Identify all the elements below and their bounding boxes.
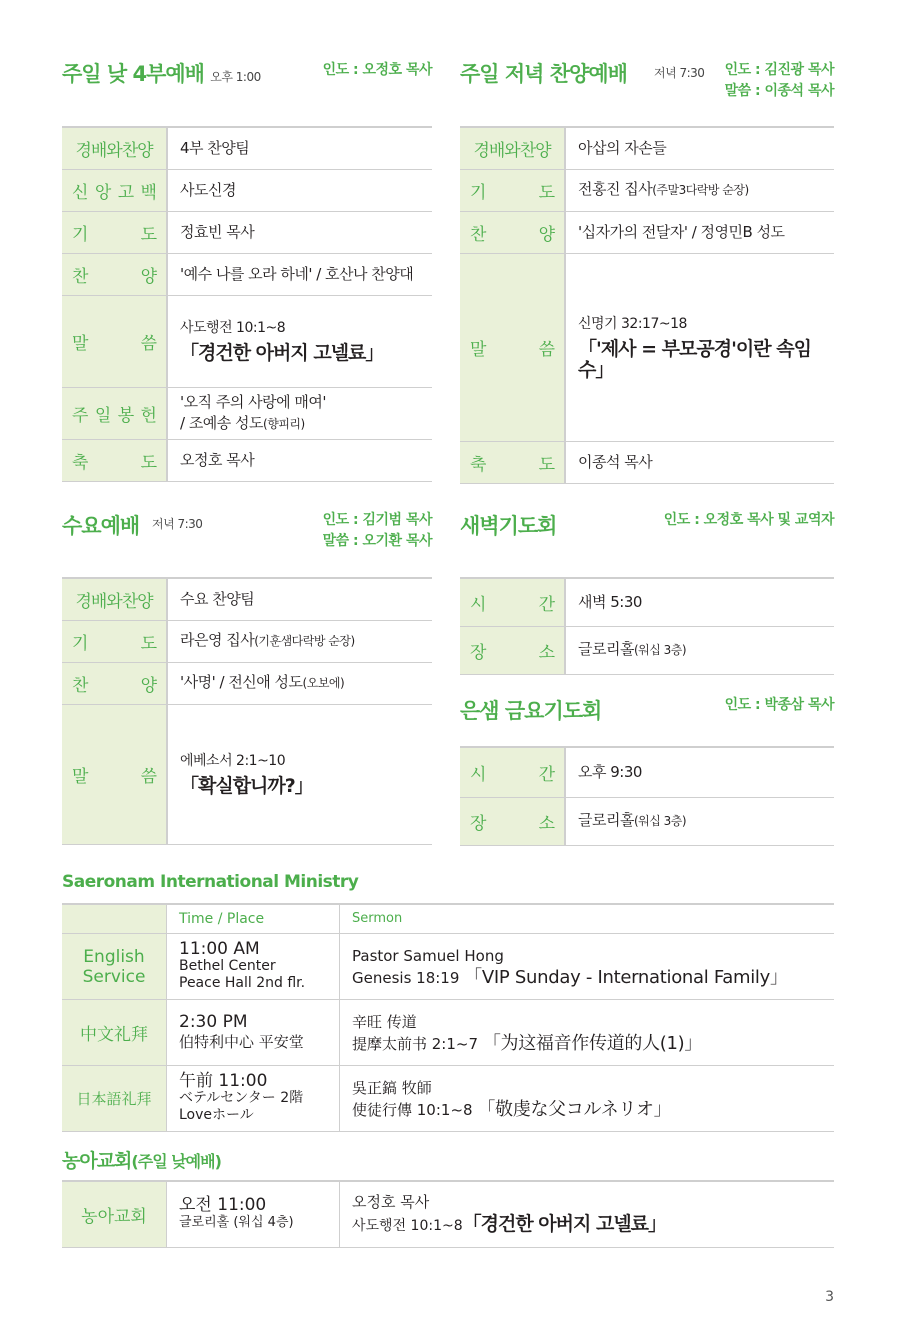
- sunday-evening-title: 주일 저녁 찬양예배: [460, 62, 627, 86]
- row-label: 주 일 봉 헌: [62, 387, 167, 439]
- row-value: 4부 찬양팀: [167, 127, 432, 169]
- wednesday-time: 저녁 7:30: [152, 517, 203, 531]
- table-row: [62, 662, 432, 704]
- service-name: 中文礼拜: [62, 1000, 167, 1066]
- row-value: 정효빈 목사: [167, 211, 432, 253]
- deaf-title: 농아교회(주일 낮예배): [62, 1150, 221, 1172]
- row-label: 축 도: [460, 441, 565, 483]
- sermon-ref: 신명기 32:17~18: [578, 315, 687, 332]
- dawn-table: [460, 577, 834, 675]
- row-label: 경배와찬양: [460, 127, 565, 169]
- sim-table: [62, 903, 834, 1132]
- sermon-ref: 사도행전 10:1~8: [180, 320, 286, 336]
- table-row: [62, 387, 432, 439]
- row-label: 찬 양: [62, 662, 167, 704]
- row-value: 글로리홀(워십 3층): [565, 626, 834, 674]
- table-row: [62, 1066, 834, 1132]
- row-label: 말 씀: [460, 253, 565, 441]
- sim-title: Saeronam International Ministry: [62, 872, 359, 892]
- row-label: 기 도: [62, 620, 167, 662]
- table-row: [62, 295, 432, 387]
- service-name: 日本語礼拜: [62, 1066, 167, 1132]
- row-label: 찬 양: [460, 211, 565, 253]
- service-sermon: 辛旺 传道 提摩太前书 2:1~7 「为这福音作传道的人(1)」: [340, 1000, 835, 1066]
- friday-table: [460, 746, 834, 846]
- sermon-cell: [565, 253, 834, 441]
- offering-cell: '오직 주의 사랑에 매여' / 조예송 성도(향피리): [167, 387, 432, 439]
- sermon-cell: [167, 704, 432, 844]
- table-header-row: [62, 904, 834, 934]
- row-label: 장 소: [460, 797, 565, 845]
- table-row: [62, 211, 432, 253]
- sunday-evening-table: [460, 126, 834, 484]
- row-value: 라은영 집사(기훈샘다락방 순장): [167, 620, 432, 662]
- sunday-day-title: 주일 낮 4부예배 오후 1:00: [62, 62, 261, 86]
- row-value: 수요 찬양팀: [167, 578, 432, 620]
- row-label: 경배와찬양: [62, 127, 167, 169]
- row-label: 시 간: [460, 747, 565, 797]
- row-label: 신 앙 고 백: [62, 169, 167, 211]
- table-row: [62, 578, 432, 620]
- row-label: 말 씀: [62, 295, 167, 387]
- sunday-day-table: [62, 126, 432, 482]
- row-value: 전홍진 집사(주말3다락방 순장): [565, 169, 834, 211]
- row-label: 찬 양: [62, 253, 167, 295]
- header-time-place: Time / Place: [167, 904, 340, 934]
- table-row: [460, 441, 834, 483]
- row-label: 기 도: [62, 211, 167, 253]
- wednesday-leaders: 인도 : 김기범 목사 말씀 : 오기환 목사: [322, 512, 432, 549]
- page-number: 3: [825, 1289, 834, 1305]
- row-label: 말 씀: [62, 704, 167, 844]
- dawn-leader: 인도 : 오정호 목사 및 교역자: [663, 512, 834, 528]
- table-row: [460, 127, 834, 169]
- table-row: [460, 169, 834, 211]
- table-row: [460, 253, 834, 441]
- row-value: '십자가의 전달자' / 정영민B 성도: [565, 211, 834, 253]
- sermon-cell: [167, 295, 432, 387]
- service-time-place: 11:00 AM Bethel Center Peace Hall 2nd flr.: [167, 934, 340, 1000]
- table-row: [62, 169, 432, 211]
- row-label: 경배와찬양: [62, 578, 167, 620]
- table-row: [460, 797, 834, 845]
- sermon-title: 「'제사 = 부모공경'이란 속임수」: [578, 337, 811, 381]
- row-label: 장 소: [460, 626, 565, 674]
- table-row: [62, 1181, 834, 1247]
- row-value: 오정호 목사: [167, 439, 432, 481]
- header-blank: [62, 904, 167, 934]
- row-label: 축 도: [62, 439, 167, 481]
- service-sermon: Pastor Samuel Hong Genesis 18:19 「VIP Sunday - International Family」: [340, 934, 835, 1000]
- table-row: [460, 211, 834, 253]
- row-value: 이종석 목사: [565, 441, 834, 483]
- row-value: 새벽 5:30: [565, 578, 834, 626]
- service-sermon: 오정호 목사 사도행전 10:1~8「경건한 아버지 고넬료」: [340, 1181, 835, 1247]
- table-row: [460, 626, 834, 674]
- dawn-title: 새벽기도회: [460, 514, 557, 538]
- sunday-day-time: 오후 1:00: [210, 70, 261, 84]
- sunday-day-leader: 인도 : 오정호 목사: [322, 62, 432, 78]
- service-time-place: 오전 11:00 글로리홀 (워십 4층): [167, 1181, 340, 1247]
- sunday-evening-time: 저녁 7:30: [654, 66, 705, 80]
- table-row: [62, 1000, 834, 1066]
- friday-title: 은샘 금요기도회: [460, 699, 602, 723]
- sermon-title: 「확실합니까?」: [180, 775, 313, 797]
- sermon-title: 「경건한 아버지 고넬료」: [180, 342, 384, 364]
- row-value: 아삽의 자손들: [565, 127, 834, 169]
- row-value: '예수 나를 오라 하네' / 호산나 찬양대: [167, 253, 432, 295]
- service-name: 농아교회: [62, 1181, 167, 1247]
- row-value: 오후 9:30: [565, 747, 834, 797]
- row-value: 글로리홀(워십 3층): [565, 797, 834, 845]
- service-time-place: 2:30 PM 伯特利中心 平安堂: [167, 1000, 340, 1066]
- row-value: 사도신경: [167, 169, 432, 211]
- deaf-table: [62, 1180, 834, 1248]
- service-name: English Service: [62, 934, 167, 1000]
- wednesday-title: 수요예배: [62, 514, 140, 538]
- row-label: 시 간: [460, 578, 565, 626]
- table-row: [62, 934, 834, 1000]
- table-row: [62, 704, 432, 844]
- header-sermon: Sermon: [340, 904, 835, 934]
- friday-leader: 인도 : 박종삼 목사: [724, 697, 834, 713]
- row-label: 기 도: [460, 169, 565, 211]
- sunday-evening-leaders: 인도 : 김진광 목사 말씀 : 이종석 목사: [724, 62, 834, 99]
- sermon-ref: 에베소서 2:1~10: [180, 753, 286, 769]
- service-sermon: 吳正鎬 牧師 使徒行傳 10:1~8 「敬虔な父コルネリオ」: [340, 1066, 835, 1132]
- table-row: [62, 253, 432, 295]
- row-value: '사명' / 전신애 성도(오보에): [167, 662, 432, 704]
- table-row: [62, 127, 432, 169]
- table-row: [62, 620, 432, 662]
- table-row: [460, 578, 834, 626]
- table-row: [62, 439, 432, 481]
- service-time-place: 午前 11:00 ベテルセンター 2階 Loveホール: [167, 1066, 340, 1132]
- table-row: [460, 747, 834, 797]
- wednesday-table: [62, 577, 432, 845]
